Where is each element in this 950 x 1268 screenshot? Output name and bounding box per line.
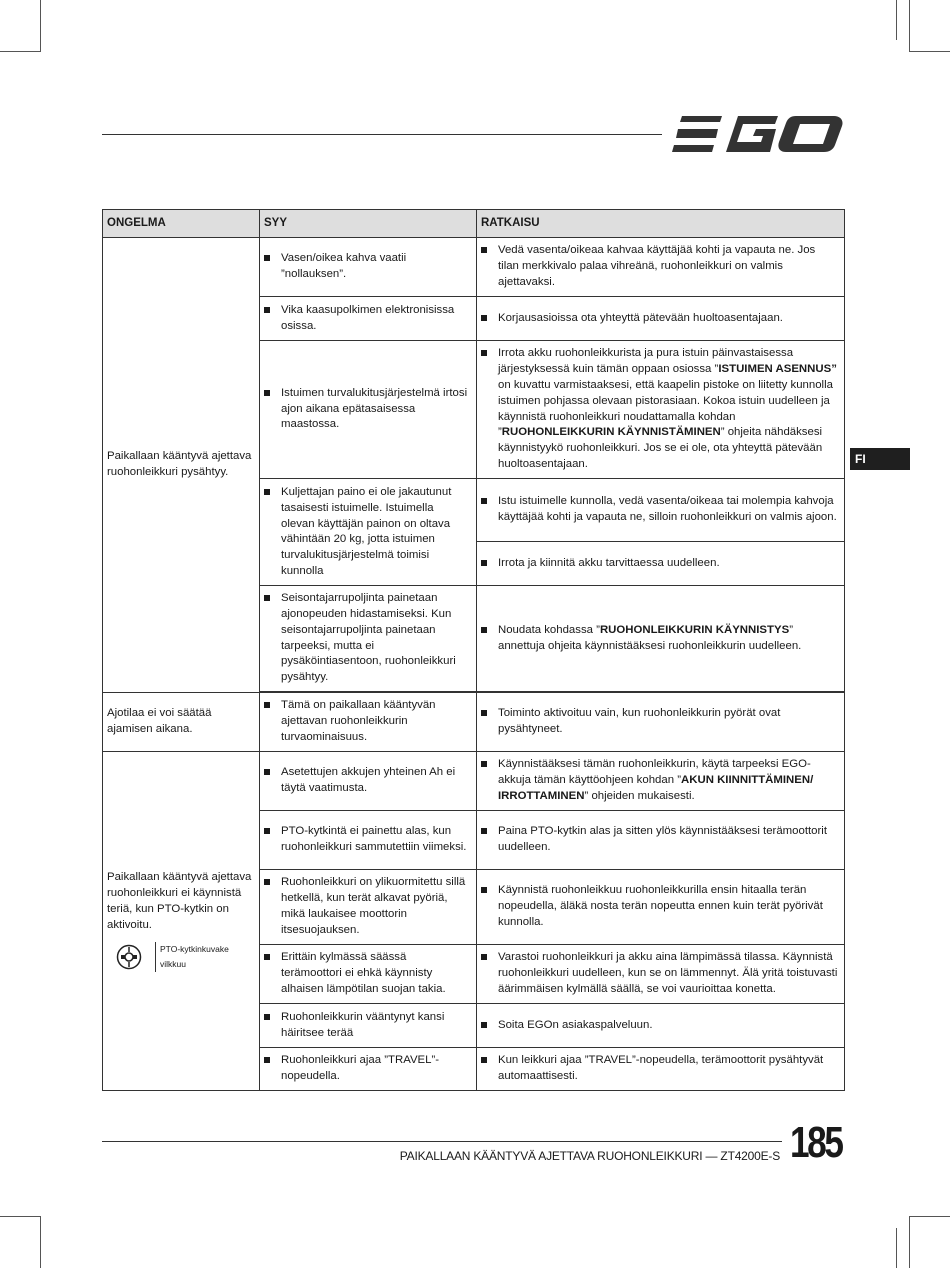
header-problem: ONGELMA bbox=[103, 210, 260, 238]
crop-mark bbox=[40, 1216, 41, 1268]
problem-cell: Paikallaan kääntyvä ajettava ruohonleikkuri ei käynnistä teriä, kun PTO-kytkin on aktivoitu. PTO-kytkinkuvake vilkkuu bbox=[103, 752, 260, 1091]
footer-rule bbox=[102, 1141, 782, 1142]
pto-switch-icon bbox=[107, 944, 151, 970]
header-rule bbox=[102, 134, 662, 135]
crop-mark bbox=[896, 0, 897, 40]
solution-text: Noudata kohdassa ”RUOHONLEIKKURIN KÄYNNISTYS” annettuja ohjeita käynnistääksesi ruohonleikkurin uudelleen. bbox=[481, 623, 838, 655]
solution-text: Irrota akku ruohonleikkurista ja pura istuin päinvastaisessa järjestyksessä kuin tämän oppaan osiossa ”ISTUIMEN ASENNUS” on kuvattu varmistaaksesi, että kaapelin pistoke on liitetty kunnolla istuimen pohjassa olevaan pistorasiaan. Kokoa istuin uudelleen ja käynnistä ruohonleikkuri noudattamalla kohdan ”RUOHONLEIKKURIN KÄYNNISTÄMINEN” ohjeita nähdäksesi käynnistyykö ruohonleikkuri. Jos se ei ole, ota yhteyttä pätevään huoltoasentajaan. bbox=[481, 346, 838, 472]
crop-mark bbox=[896, 1228, 897, 1268]
cause-cell: Kuljettajan paino ei ole jakautunut tasaisesti istuimelle. Istuimella olevan käyttäjän painon on oltava vähintään 20 kg, jotta istuimen turvalukitusjärjestelmä toimisi kunnolla bbox=[260, 479, 477, 586]
problem-cell: Paikallaan kääntyvä ajettava ruohonleikkuri pysähtyy. bbox=[103, 238, 260, 693]
pto-indicator bbox=[107, 942, 253, 972]
cause-cell: Istuimen turvalukitusjärjestelmä irtosi ajon aikana epätasaisessa maastossa. bbox=[260, 341, 477, 479]
solution-cell: Soita EGOn asiakaspalveluun. bbox=[477, 1004, 845, 1048]
solution-cell: Korjausasioissa ota yhteyttä pätevään huoltoasentajaan. bbox=[477, 297, 845, 341]
pto-icon-caption: PTO-kytkinkuvake vilkkuu bbox=[155, 942, 229, 972]
cause-cell: Erittäin kylmässä säässä terämoottori ei ehkä käynnisty alhaisen lämpötilan suojan takia. bbox=[260, 945, 477, 1004]
cause-cell: Vika kaasupolkimen elektronisissa osissa. bbox=[260, 297, 477, 341]
crop-mark bbox=[910, 51, 950, 52]
solution-cell: Paina PTO-kytkin alas ja sitten ylös käynnistääksesi terämoottorit uudelleen. bbox=[477, 811, 845, 870]
language-tab: FI bbox=[850, 448, 910, 470]
cause-cell: Tämä on paikallaan kääntyvän ajettavan ruohonleikkurin turvaominaisuus. bbox=[260, 693, 477, 752]
problem-cell: Ajotilaa ei voi säätää ajamisen aikana. bbox=[103, 693, 260, 752]
page-number: 185 bbox=[790, 1118, 842, 1167]
solution-cell: Varastoi ruohonleikkuri ja akku aina lämpimässä tilassa. Käynnistä ruohonleikkuri uudelleen, kun se on lämmennyt. Älä yritä toistuvasti äärimmäisen kylmällä säällä, se voi vaurioittaa konetta. bbox=[477, 945, 845, 1004]
solution-cell: Irrota ja kiinnitä akku tarvittaessa uudelleen. bbox=[477, 542, 845, 586]
crop-mark bbox=[0, 1216, 40, 1217]
solution-cell: Kun leikkuri ajaa ”TRAVEL”-nopeudella, terämoottorit pysähtyvät automaattisesti. bbox=[477, 1048, 845, 1091]
table-row bbox=[103, 693, 845, 752]
solution-cell bbox=[477, 586, 845, 692]
crop-mark bbox=[909, 0, 910, 52]
solution-cell bbox=[477, 752, 845, 811]
solution-cell: Istu istuimelle kunnolla, vedä vasenta/oikeaa tai molempia kahvoja käyttäjää kohti ja vapauta ne, silloin ruohonleikkuri on valmis ajoon. bbox=[477, 479, 845, 542]
crop-mark bbox=[0, 51, 40, 52]
header-cause: SYY bbox=[260, 210, 477, 238]
troubleshooting-table bbox=[102, 209, 845, 1091]
table-row bbox=[103, 238, 845, 297]
crop-mark bbox=[40, 0, 41, 52]
cause-cell: Asetettujen akkujen yhteinen Ah ei täytä vaatimusta. bbox=[260, 752, 477, 811]
cause-cell: Seisontajarrupoljinta painetaan ajonopeuden hidastamiseksi. Kun seisontajarrupoljinta painetaan tarpeeksi, mutta ei pysäköintiasentoon, ruohonleikkuri pysähtyy. bbox=[260, 586, 477, 692]
cause-cell: Ruohonleikkuri on ylikuormitettu sillä hetkellä, kun terät alkavat pyöriä, mikä laukaisee moottorin itsesuojauksen. bbox=[260, 870, 477, 945]
solution-cell: Toiminto aktivoituu vain, kun ruohonleikkurin pyörät ovat pysähtyneet. bbox=[477, 693, 845, 752]
cause-cell: Ruohonleikkurin vääntynyt kansi häiritsee terää bbox=[260, 1004, 477, 1048]
footer-title: PAIKALLAAN KÄÄNTYVÄ AJETTAVA RUOHONLEIKKURI — ZT4200E-S bbox=[399, 1149, 780, 1163]
header-solution: RATKAISU bbox=[477, 210, 845, 238]
crop-mark bbox=[909, 1216, 910, 1268]
crop-mark bbox=[910, 1216, 950, 1217]
solution-cell: Vedä vasenta/oikeaa kahvaa käyttäjää kohti ja vapauta ne. Jos tilan merkkivalo palaa vihreänä, ruohonleikkuri on valmis ajettavaksi. bbox=[477, 238, 845, 297]
solution-text: Käynnistääksesi tämän ruohonleikkurin, käytä tarpeeksi EGO-akkuja tämän käyttöohjeen kohdan ”AKUN KIINNITTÄMINEN/ IRROTTAMINEN” ohjeiden mukaisesti. bbox=[481, 757, 838, 804]
cause-cell: PTO-kytkintä ei painettu alas, kun ruohonleikkuri sammutettiin viimeksi. bbox=[260, 811, 477, 870]
table-row bbox=[103, 752, 845, 811]
cause-cell: Vasen/oikea kahva vaatii ”nollauksen”. bbox=[260, 238, 477, 297]
table-header-row bbox=[103, 210, 845, 238]
cause-cell: Ruohonleikkuri ajaa ”TRAVEL”-nopeudella. bbox=[260, 1048, 477, 1091]
solution-cell: Käynnistä ruohonleikkuu ruohonleikkurilla ensin hitaalla terän nopeudella, äläkä nosta terän nopeutta ennen kuin terät pyörivät kunnolla. bbox=[477, 870, 845, 945]
ego-logo bbox=[672, 112, 844, 156]
solution-cell bbox=[477, 341, 845, 479]
